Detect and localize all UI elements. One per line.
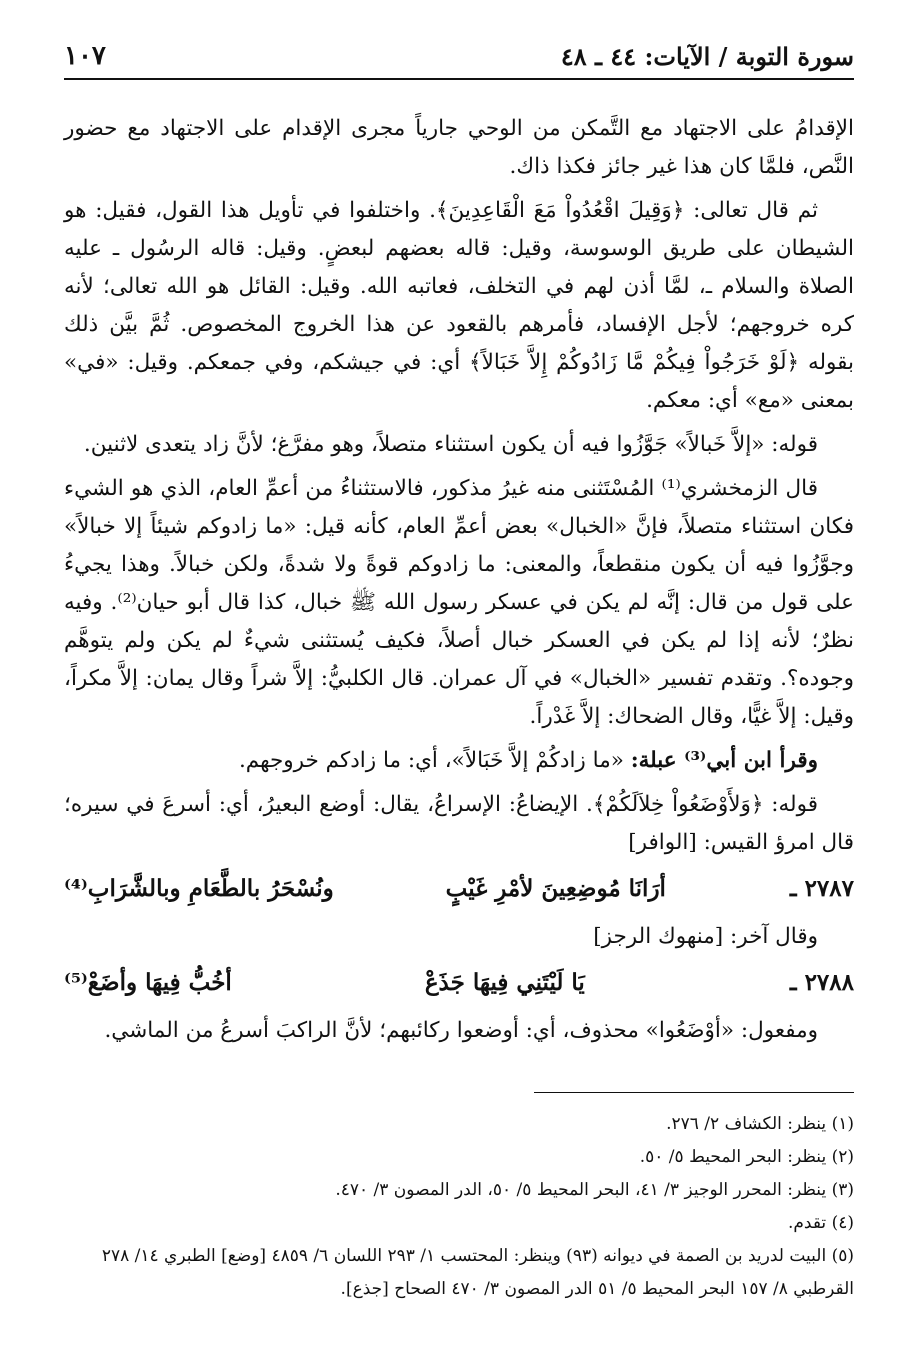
verse-number: ٢٧٨٨ ـ — [789, 969, 854, 996]
page-header — [64, 34, 854, 80]
footnotes — [64, 1108, 854, 1306]
footnote-separator — [534, 1092, 854, 1093]
footnote: (٢) ينظر: البحر المحيط ٥/ ٥٠. — [639, 1147, 854, 1167]
paragraph: ثم قال تعالى: ﴿وَقِيلَ اقْعُدُواْ مَعَ الْقَاعِدِينَ﴾. واختلفوا في تأويل هذا القول، فقيل: هو الشيطان على طريق الوسوسة، وقيل: قاله بعضهم لبعضٍ. وقيل: قاله الرسُول ـ عليه الصلاة والسلام ـ، لمَّا أذن لهم في التخلف، فعاتبه الله. وقيل: القائل هو الله تعالى؛ لأنه كره خروجهم؛ لأجل الإفساد، فأمرهم بالقعود عن هذا الخروج المخصوص. ثُمَّ بيَّن ذلك بقوله ﴿لَوْ خَرَجُواْ فِيكُمْ مَّا زَادُوكُمْ إِلاَّ خَبَالاً﴾ أي: في جيشكم، وفي جمعكم. وقيل: «في» بمعنى «مع» أي: معكم. — [64, 198, 854, 413]
paragraph: ومفعول: «أوْضَعُوا» محذوف، أي: أوضعوا ركائبهم؛ لأنَّ الراكبَ أسرعُ من الماشي. — [104, 1018, 818, 1043]
footnote: (٣) ينظر: المحرر الوجيز ٣/ ٤١، البحر المحيط ٥/ ٥٠، الدر المصون ٣/ ٤٧٠. — [335, 1180, 854, 1200]
page-number: ١٠٧ — [64, 41, 106, 71]
running-title: سورة التوبة / الآيات: ٤٤ ـ ٤٨ — [560, 41, 854, 71]
footnote: (٤) تقدم. — [787, 1213, 854, 1233]
verse-second-hemistich: أخُبُّ فِيهَا وأضَعْ⁽⁵⁾ — [64, 969, 232, 996]
paragraph-text: «ما زادكُمْ إلاَّ خَبَالاً»، أي: ما زادكم خروجهم. — [238, 748, 631, 773]
footnote: (٥) البيت لدريد بن الصمة في ديوانه (٩٣) وينظر: المحتسب ١/ ٢٩٣ اللسان ٦/ ٤٨٥٩ [وضع] الطبري ١٤/ ٢٧٨ القرطبي ٨/ ١٥٧ البحر المحيط ٥/ ٥١ الدر المصون ٣/ ٤٧٠ الصحاح [جذع]. — [101, 1246, 854, 1299]
paragraph: قوله: ﴿وَلأَوْضَعُواْ خِلاَلَكُمْ﴾. الإيضاعُ: الإسراعُ، يقال: أوضع البعيرُ، أي: أسرعَ في سيره؛ قال امرؤ القيس: [الوافر] — [64, 792, 854, 855]
paragraph: قال الزمخشري⁽¹⁾ المُسْتَثنى منه غيرُ مذكور، فالاستثناءُ من أعمِّ العام، الذي هو الشيء فكان استثناء متصلاً، فإنَّ «الخبال» بعض أعمِّ العام، كأنه قيل: «ما زادوكم شيئاً إلا خبالاً» وجوَّزُوا فيه أن يكون منقطعاً، والمعنى: ما زادوكم قوةً ولا شدةً، ولكن خبالاً. وهذا يجيءُ على قول من قال: إنَّه لم يكن في عسكر رسول الله ﷺ خبال، كذا قال أبو حيان⁽²⁾. وفيه نظرٌ؛ لأنه إذا لم يكن في العسكر خبال أصلاً، فكيف يُستثنى شيءٌ لم يكن ولم يتوهَّم وجوده؟. وتقدم تفسير «الخبال» في آل عمران. قال الكلبيُّ: إلاَّ شراً وقال يمان: إلاَّ مكراً، وقيل: إلاَّ غيًّا، وقال الضحاك: إلاَّ غَدْراً. — [64, 476, 855, 729]
poetry-verse — [64, 962, 854, 1004]
verse-second-hemistich: ونُسْحَرُ بالطَّعَامِ وبالشَّرَابِ⁽⁴⁾ — [64, 875, 334, 902]
paragraph: وقال آخر: [منهوك الرجز] — [593, 924, 818, 949]
paragraph — [64, 742, 854, 780]
paragraph: قوله: «إلاَّ خَبالاً» جَوَّزُوا فيه أن يكون استثناء متصلاً، وهو مفرَّغ؛ لأنَّ زاد يتعدى لاثنين. — [83, 432, 818, 457]
verse-first-hemistich: أرَانَا مُوضِعِينَ لأمْرِ غَيْبٍ — [445, 875, 666, 902]
reader-name: وقرأ ابن أبي⁽³⁾ عبلة: — [630, 748, 818, 773]
poetry-verse — [64, 868, 854, 910]
footnote: (١) ينظر: الكشاف ٢/ ٢٧٦. — [666, 1114, 854, 1134]
verse-number: ٢٧٨٧ ـ — [789, 875, 854, 902]
verse-first-hemistich: يَا لَيْتَنِي فِيهَا جَذَعْ — [424, 969, 585, 996]
main-text — [64, 110, 854, 1056]
paragraph: الإقدامُ على الاجتهاد مع التَّمكن من الوحي جارياً مجرى الإقدام على الاجتهاد مع حضور النَّص، فلمَّا كان هذا غير جائز فكذا ذاك. — [64, 116, 854, 179]
